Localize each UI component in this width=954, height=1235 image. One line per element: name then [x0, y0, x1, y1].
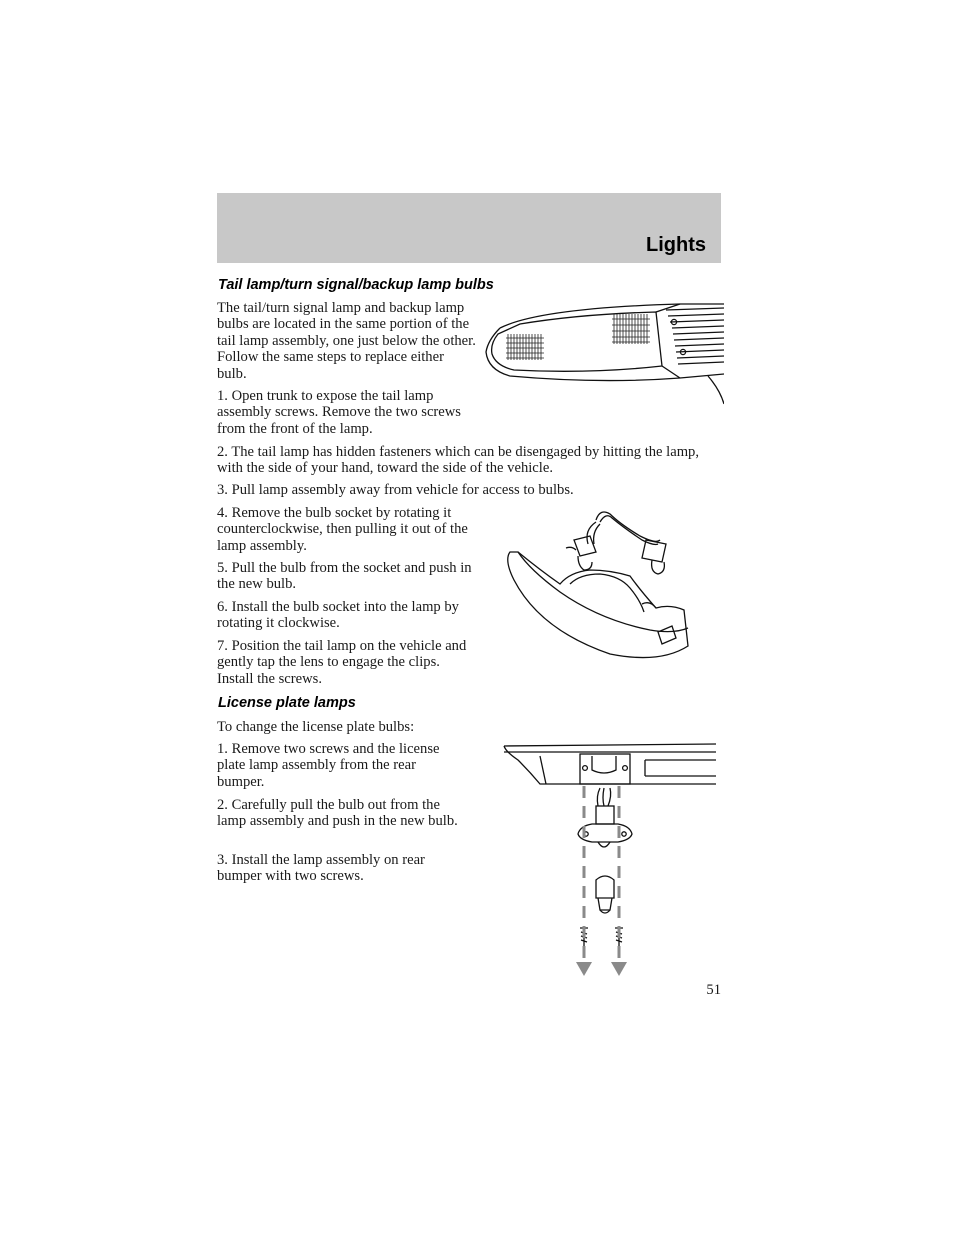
tail-lamp-intro: The tail/turn signal lamp and backup lamp bulbs are located in the same portion of the tail lamp assembly, one just below the other. Follow the same steps to replace either bulb.: [217, 300, 476, 382]
bulb-socket-illustration: [500, 500, 700, 660]
tail-lamp-step-1: 1. Open trunk to expose the tail lamp assembly screws. Remove the two screws from the front of the lamp.: [217, 388, 461, 437]
tail-lamp-step-2: 2. The tail lamp has hidden fasteners which can be disengaged by hitting the lamp, with the side of your hand, toward the side of the vehicle.: [217, 444, 700, 477]
tail-lamp-step-5: 5. Pull the bulb from the socket and push in the new bulb.: [217, 560, 472, 593]
section-header-band: [217, 193, 721, 263]
page-number: 51: [706, 982, 721, 998]
tail-lamp-step-6: 6. Install the bulb socket into the lamp by rotating it clockwise.: [217, 599, 459, 632]
tail-lamp-step-4: 4. Remove the bulb socket by rotating it counterclockwise, then pulling it out of the lamp assembly.: [217, 505, 468, 554]
license-plate-lamp-illustration: [500, 740, 720, 980]
tail-lamp-step-3: 3. Pull lamp assembly away from vehicle for access to bulbs.: [217, 482, 574, 498]
license-plate-intro: To change the license plate bulbs:: [217, 719, 415, 735]
license-plate-step-3: 3. Install the lamp assembly on rear bumper with two screws.: [217, 852, 425, 885]
tail-lamp-step-7: 7. Position the tail lamp on the vehicle and gently tap the lens to engage the clips. Install the screws.: [217, 638, 467, 687]
license-plate-step-1: 1. Remove two screws and the license plate lamp assembly from the rear bumper.: [217, 741, 440, 790]
license-plate-heading: License plate lamps: [218, 695, 356, 711]
tail-lamp-illustration: [480, 300, 724, 408]
license-plate-step-2: 2. Carefully pull the bulb out from the lamp assembly and push in the new bulb.: [217, 797, 458, 830]
tail-lamp-heading: Tail lamp/turn signal/backup lamp bulbs: [218, 277, 494, 293]
section-title: Lights: [646, 234, 706, 256]
